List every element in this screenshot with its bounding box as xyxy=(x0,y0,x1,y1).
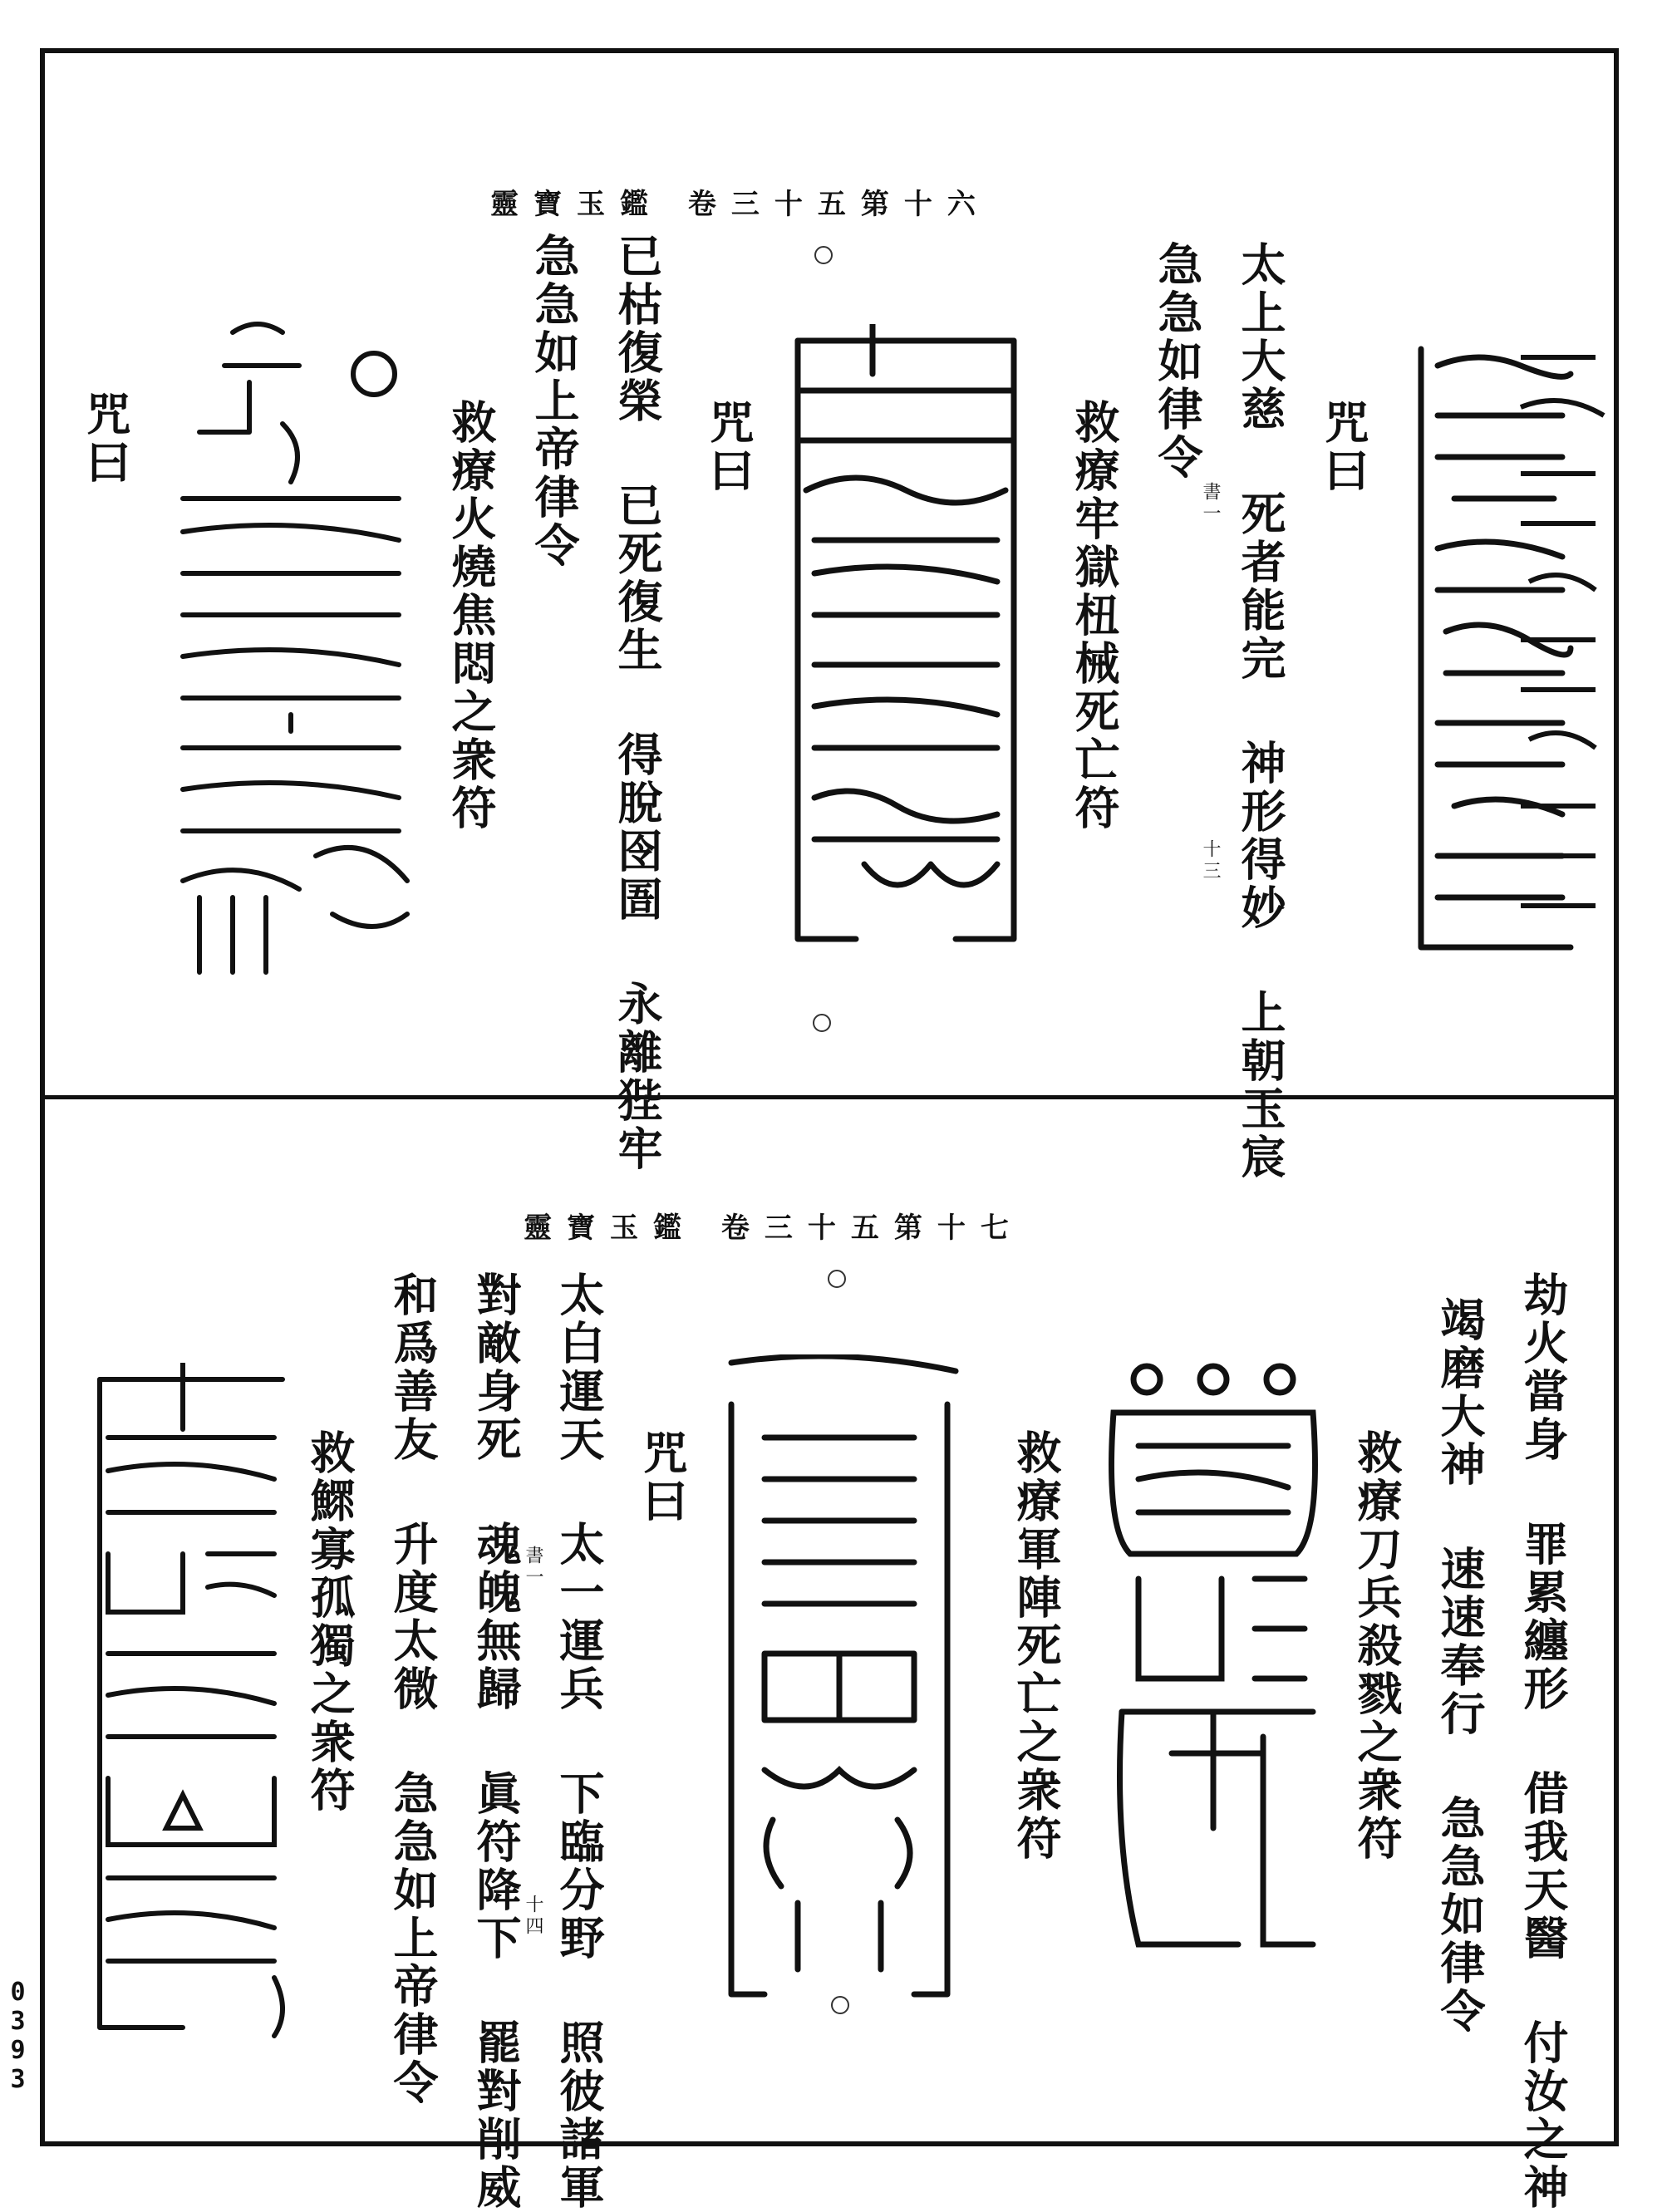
incantation-line: 太白運天 太一運兵 下臨分野 照彼諸軍 xyxy=(553,1271,606,2212)
incantation-line: 急急如律令 xyxy=(1151,241,1204,482)
incantation-line: 已枯復榮 已死復生 得脫囹圄 永離狴牢 xyxy=(611,233,664,1173)
incantation-label: 咒曰 xyxy=(702,399,755,495)
talisman-title: 救療火燒焦悶之衆符 xyxy=(445,399,498,833)
talisman-title: 救鰥寡孤獨之衆符 xyxy=(303,1429,356,1815)
incantation-line: 太上大慈 死者能完 神形得妙 上朝玉宸 xyxy=(1234,241,1287,1182)
bottom-page-header: 靈寶玉鑑 卷三十五第十七 xyxy=(524,1212,1024,1245)
annotation: 十三 xyxy=(1200,839,1221,882)
annotation: 書一 xyxy=(1200,482,1221,525)
annotation: 書一 xyxy=(523,1546,543,1589)
talisman-4 xyxy=(1097,1363,1330,1961)
talisman-2 xyxy=(789,324,1022,972)
binding-hole xyxy=(813,1014,831,1032)
talisman-6 xyxy=(83,1363,291,2044)
page-number: 0393 xyxy=(3,1978,32,2094)
talisman-3 xyxy=(166,316,416,981)
talisman-5 xyxy=(715,1354,964,2011)
incantation-label: 咒曰 xyxy=(79,391,132,487)
incantation-label: 咒曰 xyxy=(1317,399,1370,495)
binding-hole xyxy=(828,1270,846,1288)
talisman-title: 救療刀兵殺戮之衆符 xyxy=(1350,1429,1404,1863)
talisman-1b xyxy=(1512,307,1612,972)
page-divider xyxy=(40,1095,1619,1099)
incantation-line: 對敵身死 魂魄無歸 眞符降下 罷對削威 xyxy=(470,1271,523,2212)
binding-hole xyxy=(814,246,833,264)
incantation-line: 和爲善友 升度太微 急急如上帝律令 xyxy=(386,1271,440,2107)
annotation: 十四 xyxy=(523,1895,543,1938)
talisman-title: 救療軍陣死亡之衆符 xyxy=(1010,1429,1063,1863)
incantation-label: 咒曰 xyxy=(636,1429,689,1526)
incantation-line: 急急如上帝律令 xyxy=(528,233,581,570)
incantation-line: 劫火當身 罪累纏形 借我天醫 付汝之神 xyxy=(1517,1271,1570,2212)
top-page-header: 靈寶玉鑑 卷三十五第十六 xyxy=(490,188,991,221)
talisman-title: 救療牢獄杻械死亡符 xyxy=(1068,399,1121,833)
incantation-line: 竭磨大神 速速奉行 急急如律令 xyxy=(1433,1296,1487,2036)
